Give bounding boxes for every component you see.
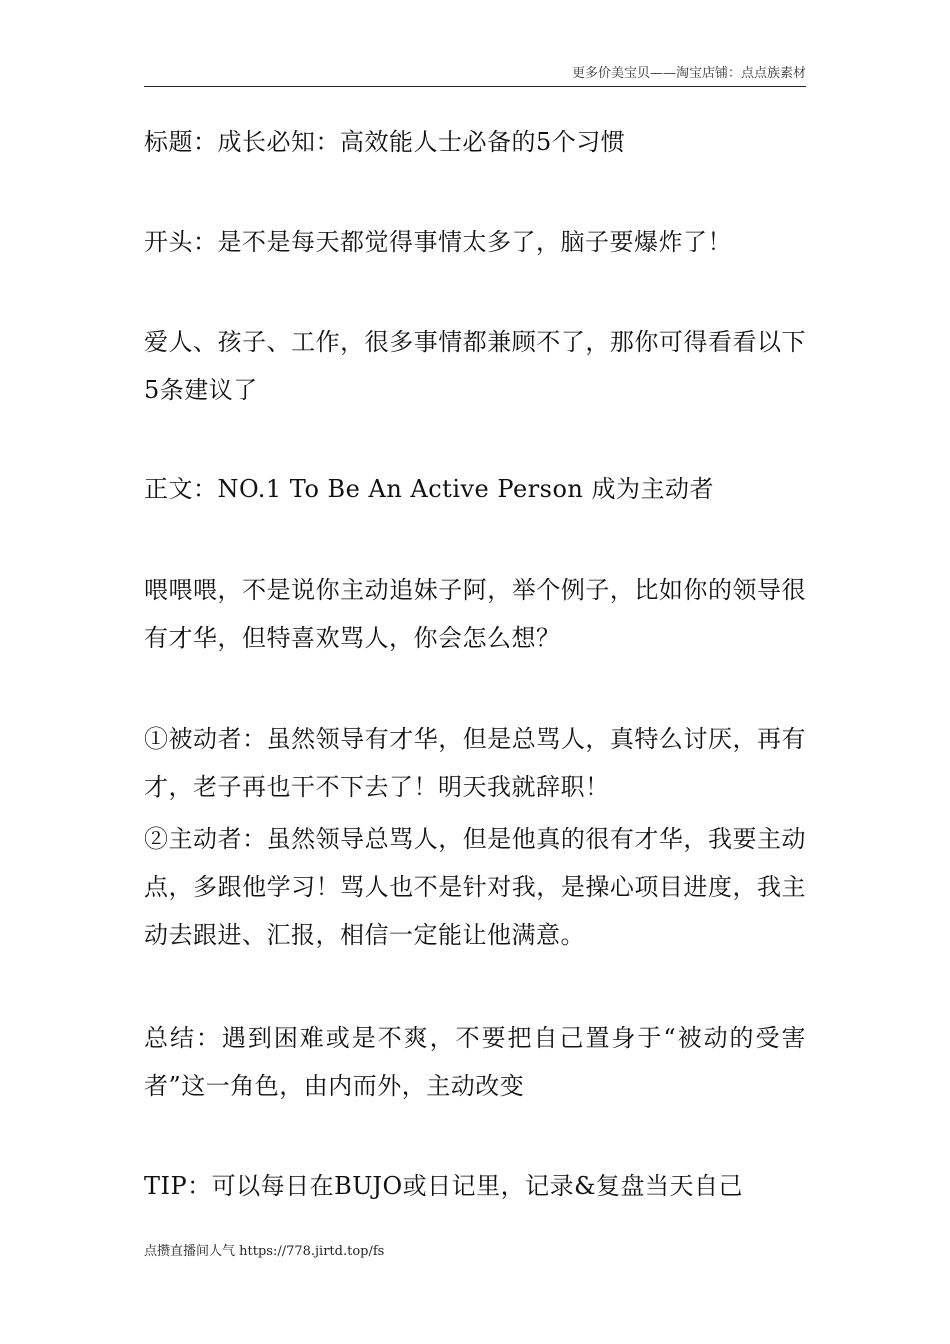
summary-paragraph: 总结：遇到困难或是不爽，不要把自己置身于“被动的受害者”这一角色，由内而外，主动改变 bbox=[144, 1024, 806, 1100]
tip-paragraph: TIP：可以每日在BUJO或日记里，记录&复盘当天自己 bbox=[144, 1172, 744, 1200]
opening-paragraph-2: 爱人、孩子、工作，很多事情都兼顾不了，那你可得看看以下5条建议了 bbox=[144, 328, 806, 404]
passive-example: ①被动者：虽然领导有才华，但是总骂人，真特么讨厌，再有才，老子再也干不下去了！明天我就辞职！ bbox=[144, 725, 806, 801]
body-heading: 正文：NO.1 To Be An Active Person 成为主动者 bbox=[144, 475, 714, 503]
title-line: 标题：成长必知：高效能人士必备的5个习惯 bbox=[144, 128, 626, 156]
active-example: ②主动者：虽然领导总骂人，但是他真的很有才华，我要主动点，多跟他学习！骂人也不是针对我，是操心项目进度，我主动去跟进、汇报，相信一定能让他满意。 bbox=[144, 825, 806, 949]
body-paragraph-1: 喂喂喂，不是说你主动追妹子阿，举个例子，比如你的领导很有才华，但特喜欢骂人，你会怎么想？ bbox=[144, 576, 806, 652]
page-footer: 点攒直播间人气 https://778.jirtd.top/fs bbox=[144, 1244, 385, 1259]
opening-paragraph-1: 开头：是不是每天都觉得事情太多了，脑子要爆炸了！ bbox=[144, 228, 732, 256]
page-header bbox=[144, 64, 806, 87]
header-text: 更多价美宝贝——淘宝店铺：点点族素材 bbox=[571, 66, 806, 81]
